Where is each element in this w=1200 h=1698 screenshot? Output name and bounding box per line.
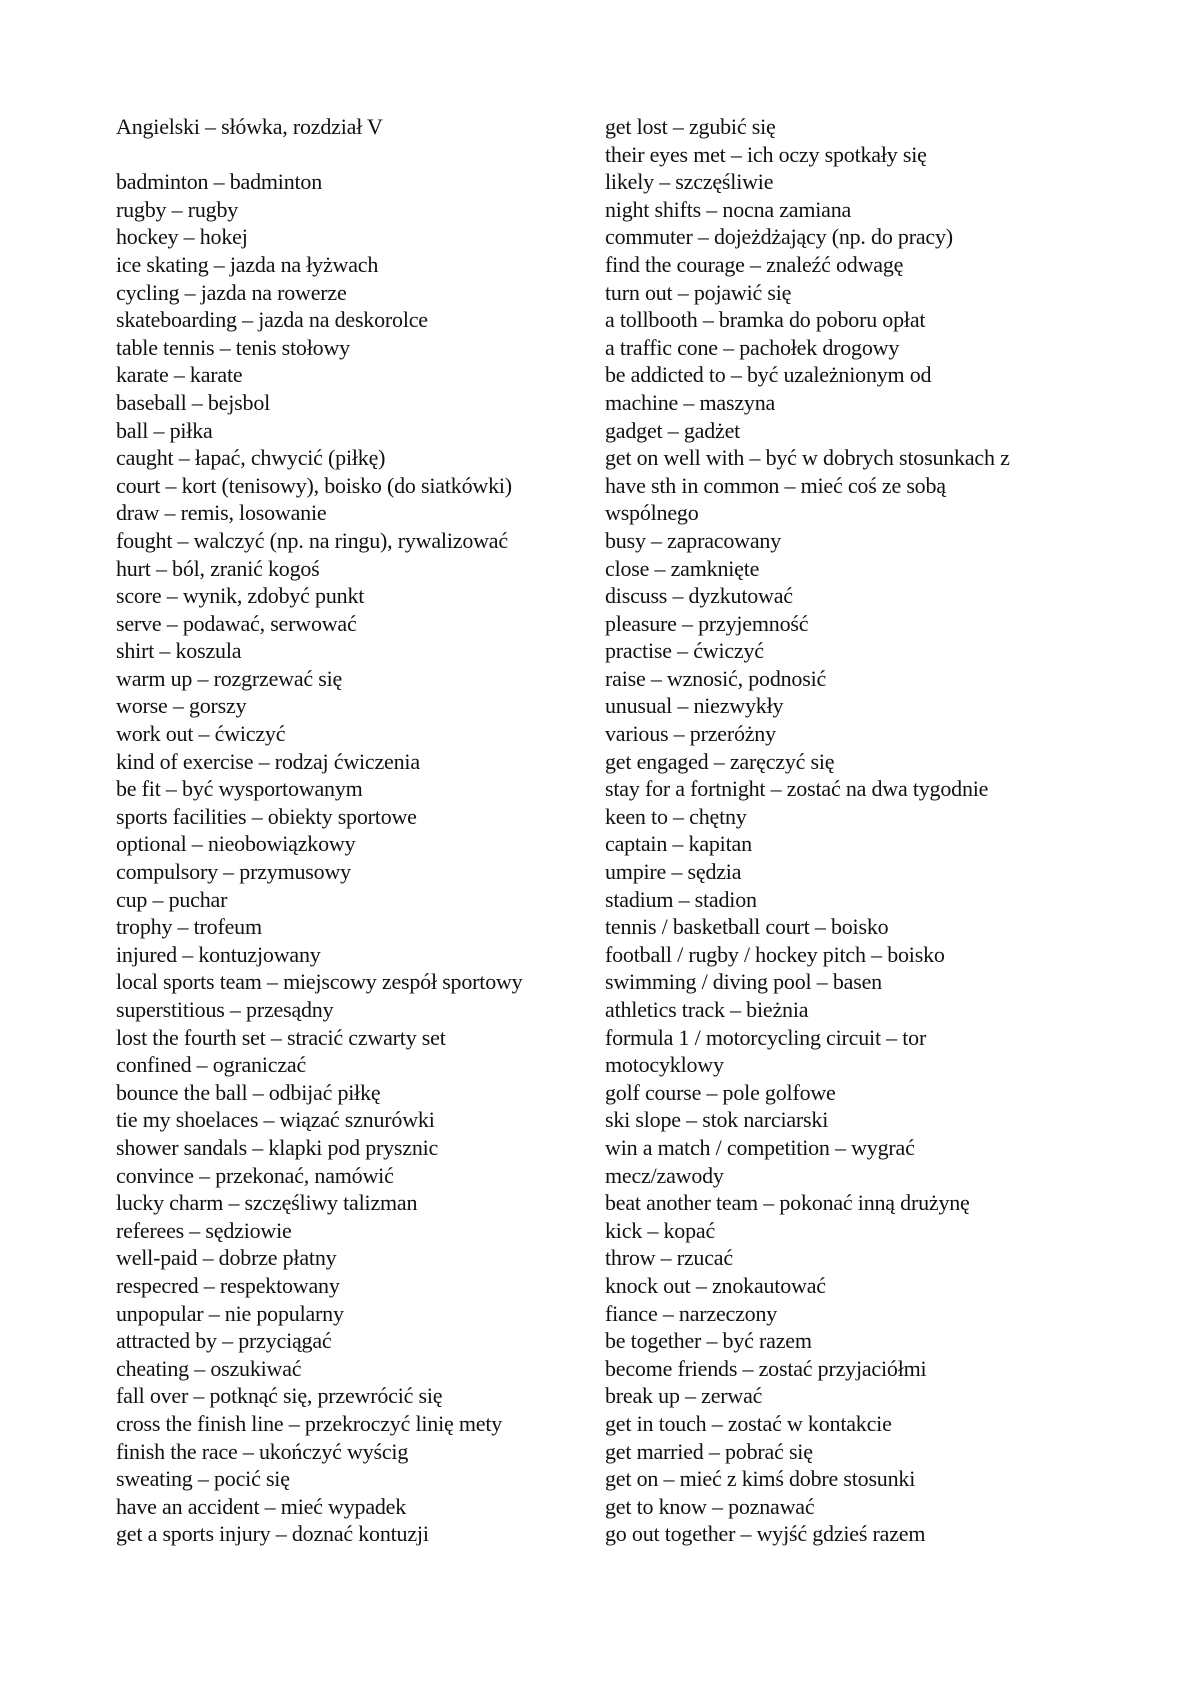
vocabulary-entry: keen to – chętny — [605, 803, 747, 829]
vocabulary-entry: warm up – rozgrzewać się — [116, 665, 343, 691]
vocabulary-entry: tennis / basketball court – boisko — [605, 914, 889, 940]
vocabulary-entry: their eyes met – ich oczy spotkały się — [605, 141, 927, 167]
vocabulary-entry: knock out – znokautować — [605, 1272, 826, 1298]
vocabulary-entry: optional – nieobowiązkowy — [116, 831, 356, 857]
vocabulary-entry: get in touch – zostać w kontakcie — [605, 1410, 892, 1436]
document-heading: Angielski – słówka, rozdział V — [116, 114, 383, 139]
vocabulary-entry: superstitious – przesądny — [116, 997, 334, 1022]
vocabulary-entry: commuter – dojeżdżający (np. do pracy) — [605, 224, 953, 250]
vocabulary-entry: cup – puchar — [116, 886, 228, 912]
vocabulary-entry: lucky charm – szczęśliwy talizman — [116, 1190, 418, 1216]
left-column — [116, 113, 586, 1548]
vocabulary-entry: fought – walczyć (np. na ringu), rywalizować — [116, 527, 508, 553]
vocabulary-entry: machine – maszyna — [605, 389, 776, 415]
vocabulary-entry: serve – podawać, serwować — [116, 610, 357, 636]
vocabulary-entry: swimming / diving pool – basen — [605, 969, 882, 995]
vocabulary-entry: finish the race – ukończyć wyścig — [116, 1438, 409, 1464]
vocabulary-entry: unusual – niezwykły — [605, 693, 784, 719]
vocabulary-entry: unpopular – nie popularny — [116, 1300, 344, 1326]
vocabulary-entry: fiance – narzeczony — [605, 1300, 778, 1326]
vocabulary-entry: gadget – gadżet — [605, 417, 741, 443]
vocabulary-entry: win a match / competition – wygrać — [605, 1134, 915, 1160]
vocabulary-entry: fall over – potknąć się, przewrócić się — [116, 1383, 443, 1409]
vocabulary-entry: captain – kapitan — [605, 831, 752, 857]
vocabulary-entry: have an accident – mieć wypadek — [116, 1493, 407, 1519]
vocabulary-entry: pleasure – przyjemność — [605, 610, 809, 636]
vocabulary-entry: referees – sędziowie — [116, 1217, 292, 1243]
vocabulary-entry: get lost – zgubić się — [605, 114, 776, 139]
vocabulary-entry: become friends – zostać przyjaciółmi — [605, 1355, 927, 1381]
vocabulary-entry: get to know – poznawać — [605, 1493, 815, 1519]
vocabulary-entry: motocyklowy — [605, 1052, 724, 1078]
vocabulary-entry: sports facilities – obiekty sportowe — [116, 803, 417, 829]
heading-spacer — [116, 141, 586, 169]
vocabulary-entry: break up – zerwać — [605, 1383, 763, 1409]
vocabulary-entry: have sth in common – mieć coś ze sobą — [605, 472, 946, 498]
vocabulary-entry: lost the fourth set – stracić czwarty set — [116, 1024, 446, 1050]
vocabulary-entry: throw – rzucać — [605, 1245, 733, 1271]
vocabulary-entry: badminton – badminton — [116, 169, 323, 195]
vocabulary-entry: golf course – pole golfowe — [605, 1079, 836, 1105]
vocabulary-entry: score – wynik, zdobyć punkt — [116, 583, 365, 609]
vocabulary-entry: various – przeróżny — [605, 721, 776, 747]
vocabulary-entry: wspólnego — [605, 500, 699, 526]
vocabulary-entry: a tollbooth – bramka do poboru opłat — [605, 307, 926, 333]
vocabulary-entry: find the courage – znaleźć odwagę — [605, 251, 904, 277]
vocabulary-entry: cycling – jazda na rowerze — [116, 279, 347, 305]
vocabulary-entry: ice skating – jazda na łyżwach — [116, 251, 379, 277]
vocabulary-entry: baseball – bejsbol — [116, 389, 271, 415]
vocabulary-entry: go out together – wyjść gdzieś razem — [605, 1521, 926, 1547]
vocabulary-entry: caught – łapać, chwycić (piłkę) — [116, 445, 386, 471]
vocabulary-entry: table tennis – tenis stołowy — [116, 334, 350, 360]
vocabulary-entry: hurt – ból, zranić kogoś — [116, 555, 320, 581]
vocabulary-entry: a traffic cone – pachołek drogowy — [605, 334, 900, 360]
vocabulary-entry: stadium – stadion — [605, 886, 757, 912]
vocabulary-entry: mecz/zawody — [605, 1162, 724, 1188]
vocabulary-entry: well-paid – dobrze płatny — [116, 1245, 337, 1271]
vocabulary-entry: likely – szczęśliwie — [605, 169, 774, 195]
vocabulary-entry: worse – gorszy — [116, 693, 247, 719]
vocabulary-entry: attracted by – przyciągać — [116, 1328, 332, 1354]
vocabulary-entry: hockey – hokej — [116, 224, 248, 250]
vocabulary-entry: bounce the ball – odbijać piłkę — [116, 1079, 381, 1105]
vocabulary-entry: stay for a fortnight – zostać na dwa tygodnie — [605, 776, 989, 802]
vocabulary-entry: kind of exercise – rodzaj ćwiczenia — [116, 748, 420, 774]
vocabulary-entry: football / rugby / hockey pitch – boisko — [605, 941, 945, 967]
vocabulary-entry: rugby – rugby — [116, 196, 239, 222]
vocabulary-entry: sweating – pocić się — [116, 1466, 290, 1492]
vocabulary-entry: local sports team – miejscowy zespół sportowy — [116, 969, 523, 995]
vocabulary-entry: kick – kopać — [605, 1217, 716, 1243]
vocabulary-entry: busy – zapracowany — [605, 527, 781, 553]
vocabulary-entry: get on – mieć z kimś dobre stosunki — [605, 1466, 916, 1492]
vocabulary-entry: night shifts – nocna zamiana — [605, 196, 852, 222]
vocabulary-entry: turn out – pojawić się — [605, 279, 792, 305]
vocabulary-entry: shower sandals – klapki pod prysznic — [116, 1134, 439, 1160]
vocabulary-entry: athletics track – bieżnia — [605, 997, 809, 1022]
vocabulary-entry: karate – karate — [116, 362, 243, 388]
vocabulary-entry: practise – ćwiczyć — [605, 638, 764, 664]
vocabulary-entry: court – kort (tenisowy), boisko (do siatkówki) — [116, 472, 512, 498]
right-vocabulary-list — [605, 113, 1165, 1548]
vocabulary-entry: trophy – trofeum — [116, 914, 262, 940]
vocabulary-entry: get married – pobrać się — [605, 1438, 813, 1464]
vocabulary-entry: umpire – sędzia — [605, 859, 742, 885]
vocabulary-entry: close – zamknięte — [605, 555, 760, 581]
vocabulary-entry: confined – ograniczać — [116, 1052, 307, 1078]
right-column — [605, 113, 1165, 1548]
vocabulary-entry: get on well with – być w dobrych stosunkach z — [605, 445, 1010, 471]
vocabulary-entry: formula 1 / motorcycling circuit – tor — [605, 1024, 927, 1050]
vocabulary-entry: ball – piłka — [116, 417, 213, 443]
vocabulary-entry: discuss – dyzkutować — [605, 583, 793, 609]
vocabulary-entry: raise – wznosić, podnosić — [605, 665, 827, 691]
vocabulary-entry: beat another team – pokonać inną drużynę — [605, 1190, 970, 1216]
vocabulary-entry: tie my shoelaces – wiązać sznurówki — [116, 1107, 435, 1133]
vocabulary-entry: cheating – oszukiwać — [116, 1355, 302, 1381]
vocabulary-entry: work out – ćwiczyć — [116, 721, 286, 747]
vocabulary-entry: draw – remis, losowanie — [116, 500, 327, 526]
vocabulary-entry: shirt – koszula — [116, 638, 242, 664]
vocabulary-entry: ski slope – stok narciarski — [605, 1107, 829, 1133]
vocabulary-entry: be fit – być wysportowanym — [116, 776, 363, 802]
vocabulary-entry: be together – być razem — [605, 1328, 812, 1354]
vocabulary-entry: get a sports injury – doznać kontuzji — [116, 1521, 429, 1547]
vocabulary-entry: respecred – respektowany — [116, 1272, 340, 1298]
vocabulary-entry: skateboarding – jazda na deskorolce — [116, 307, 428, 333]
left-vocabulary-list — [116, 168, 586, 1548]
vocabulary-entry: injured – kontuzjowany — [116, 941, 321, 967]
vocabulary-entry: cross the finish line – przekroczyć linię mety — [116, 1410, 503, 1436]
vocabulary-entry: convince – przekonać, namówić — [116, 1162, 394, 1188]
vocabulary-entry: compulsory – przymusowy — [116, 859, 351, 885]
vocabulary-entry: get engaged – zaręczyć się — [605, 748, 835, 774]
vocabulary-entry: be addicted to – być uzależnionym od — [605, 362, 932, 388]
